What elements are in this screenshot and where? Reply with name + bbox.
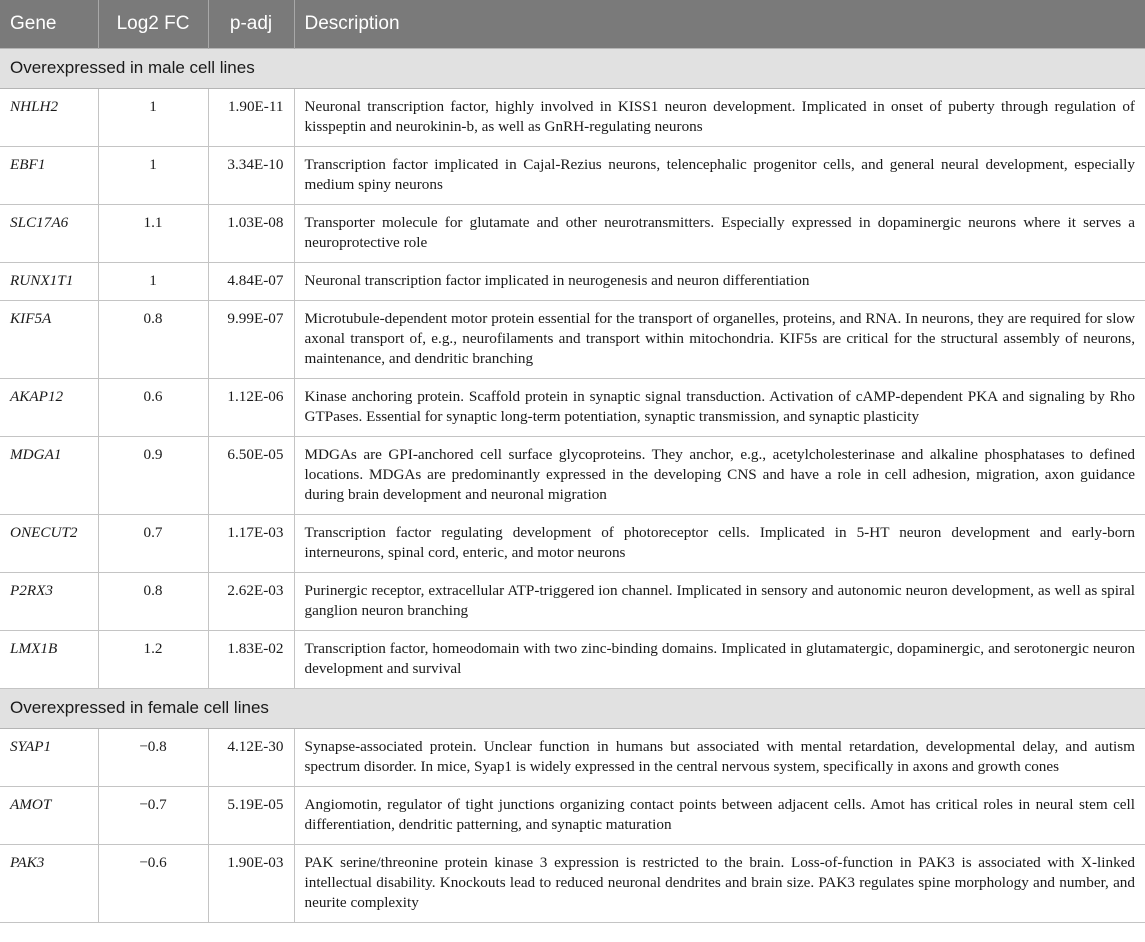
section-title: Overexpressed in female cell lines (0, 688, 1145, 728)
description-text: MDGAs are GPI-anchored cell surface glycoproteins. They anchor, e.g., acetylcholesterinase and alkaline phosphatases to defined locations. MDGAs are predominantly expressed in the developing CNS and have a role in cell adhesion, migration, axon guidance during brain development and neuronal migration (294, 436, 1145, 514)
padj-value: 9.99E-07 (208, 300, 294, 378)
gene-name: NHLH2 (0, 88, 98, 146)
padj-value: 1.83E-02 (208, 630, 294, 688)
gene-name: KIF5A (0, 300, 98, 378)
log2fc-value: −0.8 (98, 728, 208, 786)
padj-value: 4.84E-07 (208, 262, 294, 300)
gene-name: LMX1B (0, 630, 98, 688)
gene-name: RUNX1T1 (0, 262, 98, 300)
log2fc-value: 0.8 (98, 572, 208, 630)
description-text: Kinase anchoring protein. Scaffold protein in synaptic signal transduction. Activation of cAMP-dependent PKA and signaling by Rho GTPases. Essential for synaptic long-term potentiation, synaptic transmission, and synaptic plasticity (294, 378, 1145, 436)
padj-value: 3.34E-10 (208, 146, 294, 204)
description-text: Transcription factor regulating development of photoreceptor cells. Implicated in 5-HT neuron development and early-born interneurons, spinal cord, enteric, and motor neurons (294, 514, 1145, 572)
table-row (0, 728, 1145, 786)
section-title: Overexpressed in male cell lines (0, 48, 1145, 88)
section-header-male (0, 48, 1145, 88)
padj-value: 6.50E-05 (208, 436, 294, 514)
table-row (0, 262, 1145, 300)
description-text: Purinergic receptor, extracellular ATP-triggered ion channel. Implicated in sensory and autonomic neuron development, as well as spiral ganglion neuron branching (294, 572, 1145, 630)
table-row (0, 630, 1145, 688)
gene-name: SYAP1 (0, 728, 98, 786)
table-row (0, 844, 1145, 922)
log2fc-value: 0.9 (98, 436, 208, 514)
description-text: Microtubule-dependent motor protein essential for the transport of organelles, proteins, and RNA. In neurons, they are required for slow axonal transport of, e.g., neurofilaments and transport within mitochondria. KIF5s are critical for the structural assembly of neurons, maintenance, and dendritic branching (294, 300, 1145, 378)
header-description: Description (294, 0, 1145, 48)
padj-value: 1.90E-11 (208, 88, 294, 146)
padj-value: 1.03E-08 (208, 204, 294, 262)
log2fc-value: 1.1 (98, 204, 208, 262)
header-padj: p-adj (208, 0, 294, 48)
log2fc-value: 1.2 (98, 630, 208, 688)
gene-name: PAK3 (0, 844, 98, 922)
table-row (0, 786, 1145, 844)
description-text: Transcription factor implicated in Cajal-Rezius neurons, telencephalic progenitor cells, and general neural development, especially medium spiny neurons (294, 146, 1145, 204)
section-header-female (0, 688, 1145, 728)
table-header-row (0, 0, 1145, 48)
log2fc-value: 0.8 (98, 300, 208, 378)
description-text: Transcription factor, homeodomain with two zinc-binding domains. Implicated in glutamatergic, dopaminergic, and serotonergic neuron development and survival (294, 630, 1145, 688)
log2fc-value: 1 (98, 146, 208, 204)
log2fc-value: 0.6 (98, 378, 208, 436)
gene-name: SLC17A6 (0, 204, 98, 262)
log2fc-value: 1 (98, 88, 208, 146)
description-text: Neuronal transcription factor implicated in neurogenesis and neuron differentiation (294, 262, 1145, 300)
table-row (0, 378, 1145, 436)
table-row (0, 514, 1145, 572)
padj-value: 4.12E-30 (208, 728, 294, 786)
gene-name: MDGA1 (0, 436, 98, 514)
padj-value: 2.62E-03 (208, 572, 294, 630)
gene-name: AMOT (0, 786, 98, 844)
gene-name: P2RX3 (0, 572, 98, 630)
header-gene: Gene (0, 0, 98, 48)
description-text: PAK serine/threonine protein kinase 3 expression is restricted to the brain. Loss-of-function in PAK3 is associated with X-linked intellectual disability. Knockouts lead to reduced neuronal dendrites and brain size. PAK3 regulates spine morphology and number, and neurite complexity (294, 844, 1145, 922)
table-row (0, 204, 1145, 262)
log2fc-value: −0.6 (98, 844, 208, 922)
padj-value: 1.12E-06 (208, 378, 294, 436)
description-text: Synapse-associated protein. Unclear function in humans but associated with mental retardation, developmental delay, and autism spectrum disorder. In mice, Syap1 is widely expressed in the central nervous system, specifically in axons and growth cones (294, 728, 1145, 786)
table-row (0, 300, 1145, 378)
gene-name: ONECUT2 (0, 514, 98, 572)
description-text: Angiomotin, regulator of tight junctions organizing contact points between adjacent cells. Amot has critical roles in neural stem cell differentiation, dendritic patterning, and synaptic maturation (294, 786, 1145, 844)
table-row (0, 88, 1145, 146)
table-row (0, 436, 1145, 514)
padj-value: 5.19E-05 (208, 786, 294, 844)
padj-value: 1.90E-03 (208, 844, 294, 922)
table-row (0, 146, 1145, 204)
log2fc-value: 1 (98, 262, 208, 300)
description-text: Transporter molecule for glutamate and other neurotransmitters. Especially expressed in dopaminergic neurons where it serves a neuroprotective role (294, 204, 1145, 262)
header-log2fc: Log2 FC (98, 0, 208, 48)
table-row (0, 572, 1145, 630)
gene-name: EBF1 (0, 146, 98, 204)
gene-name: AKAP12 (0, 378, 98, 436)
description-text: Neuronal transcription factor, highly involved in KISS1 neuron development. Implicated in onset of puberty through regulation of kisspeptin and neurokinin-b, as well as GnRH-regulating neurons (294, 88, 1145, 146)
padj-value: 1.17E-03 (208, 514, 294, 572)
log2fc-value: 0.7 (98, 514, 208, 572)
log2fc-value: −0.7 (98, 786, 208, 844)
